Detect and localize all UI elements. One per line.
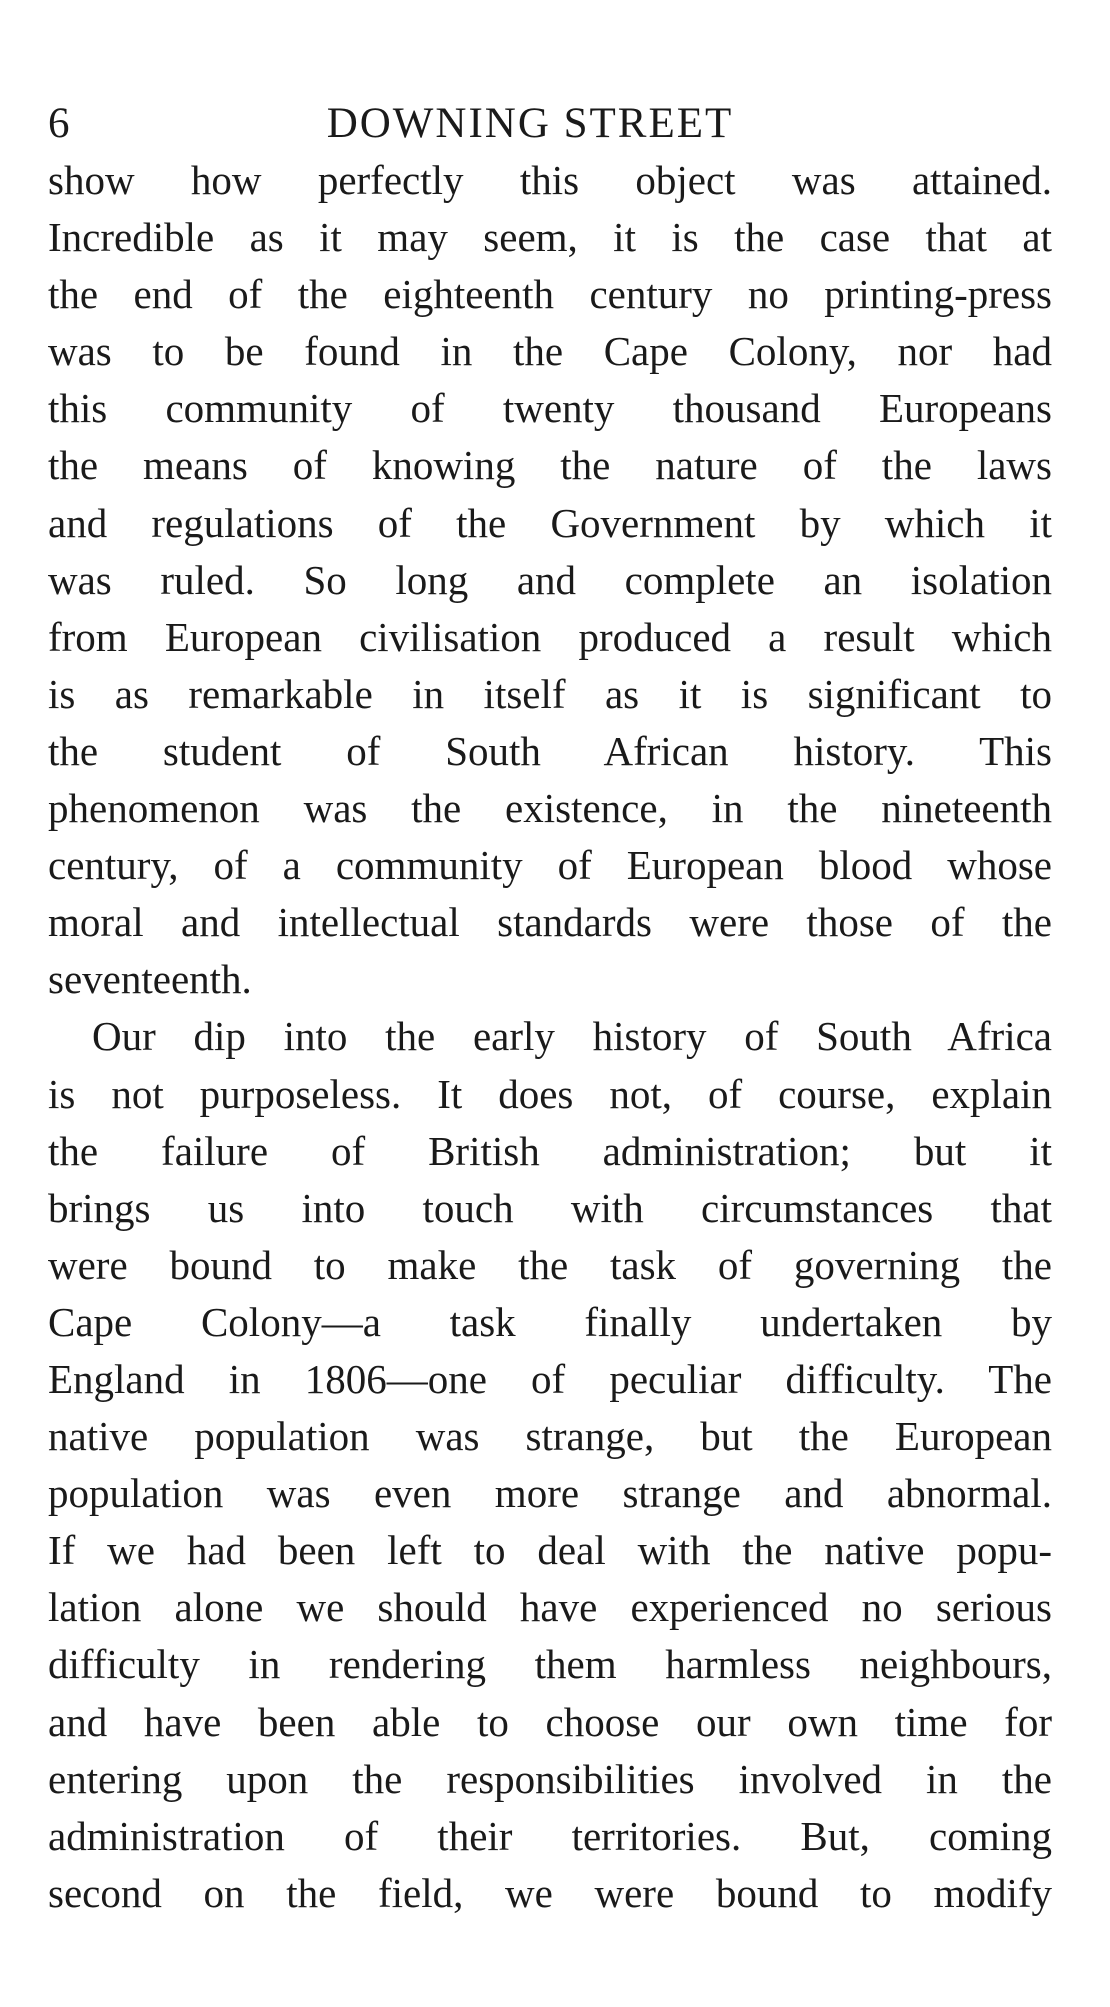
text-line: Our dip into the early history of South Africa (92, 1013, 1052, 1060)
text-line: Incredible as it may seem, it is the case that at (48, 214, 1052, 261)
text-line: were bound to make the task of governing the (48, 1241, 1052, 1288)
text-line: England in 1806—one of peculiar difficulty. The (48, 1355, 1052, 1402)
text-line: was to be found in the Cape Colony, nor had (48, 328, 1052, 375)
paragraph-1 (48, 152, 1052, 1008)
text-line: is not purposeless. It does not, of course, explain (48, 1070, 1052, 1117)
text-line: the student of South African history. This (48, 727, 1052, 774)
text-line: show how perfectly this object was attained. (48, 157, 1052, 203)
text-line: Cape Colony—a task finally undertaken by (48, 1298, 1052, 1345)
text-line: entering upon the responsibilities involved in the (48, 1755, 1052, 1802)
text-line: was ruled. So long and complete an isolation (48, 556, 1052, 603)
text-line: lation alone we should have experienced no serious (48, 1584, 1052, 1631)
text-line: If we had been left to deal with the native popu- (48, 1527, 1052, 1574)
body-text (48, 152, 1052, 1922)
text-line: second on the field, we were bound to modify (48, 1869, 1052, 1916)
text-line: moral and intellectual standards were those of the (48, 899, 1052, 946)
page-number: 6 (48, 100, 70, 147)
text-line: from European civilisation produced a result which (48, 613, 1052, 660)
text-line: and regulations of the Government by which it (48, 499, 1052, 546)
text-line: the failure of British administration; but it (48, 1127, 1052, 1174)
running-title: DOWNING STREET (326, 100, 734, 147)
text-line: brings us into touch with circumstances that (48, 1184, 1052, 1231)
text-line: the means of knowing the nature of the laws (48, 442, 1052, 489)
text-line: difficulty in rendering them harmless neighbours, (48, 1641, 1052, 1688)
text-line: phenomenon was the existence, in the nineteenth (48, 785, 1052, 832)
text-line: this community of twenty thousand Europeans (48, 385, 1052, 432)
text-line: the end of the eighteenth century no printing-press (48, 271, 1052, 318)
text-line: and have been able to choose our own time for (48, 1698, 1052, 1745)
book-page (48, 96, 1052, 1922)
text-line: is as remarkable in itself as it is significant to (48, 670, 1052, 717)
text-line: native population was strange, but the European (48, 1413, 1052, 1460)
running-head (48, 96, 1052, 152)
text-line: population was even more strange and abnormal. (48, 1470, 1052, 1517)
paragraph-2 (48, 1008, 1052, 1922)
text-line: seventeenth. (48, 956, 252, 1003)
text-line: century, of a community of European blood whose (48, 842, 1052, 889)
text-line: administration of their territories. But, coming (48, 1812, 1052, 1859)
